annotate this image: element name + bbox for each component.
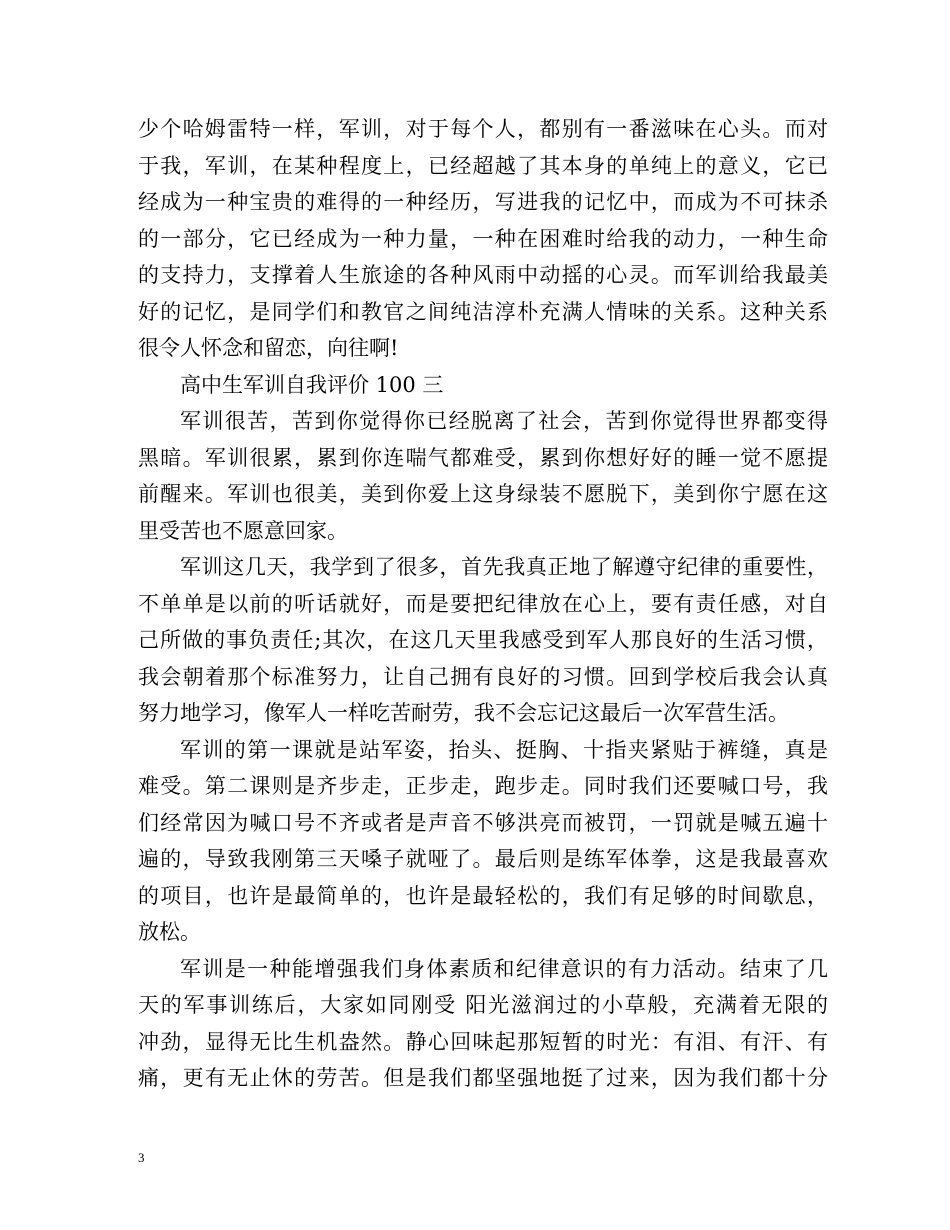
text-line: 军训是一种能增强我们身体素质和纪律意识的有力活动。结束了几 [180, 956, 828, 981]
text-line: 放松。 [138, 920, 201, 944]
text-line: 努力地学习，像军人一样吃苦耐劳，我不会忘记这最后一次军营生活。 [138, 701, 789, 725]
text-line: 痛，更有无止休的劳苦。但是我们都坚强地挺了过来，因为我们都十分 [138, 1066, 828, 1090]
text-line: 的项目，也许是最简单的，也许是最轻松的，我们有足够的时间歇息， [138, 883, 828, 908]
text-line: 我会朝着那个标准努力，让自己拥有良好的习惯。回到学校后我会认真 [138, 664, 828, 689]
text-line: 遍的，导致我刚第三天嗓子就哑了。最后则是练军体拳，这是我最喜欢 [138, 847, 828, 871]
text-line: 很令人怀念和留恋，向往啊! [138, 336, 399, 360]
text-line: 难受。第二课则是齐步走，正步走，跑步走。同时我们还要喊口号，我 [138, 774, 828, 798]
text-line: 前醒来。军训也很美，美到你爱上这身绿装不愿脱下，美到你宁愿在这 [138, 482, 828, 506]
text-line: 己所做的事负责任;其次，在这几天里我感受到军人那良好的生活习惯， [138, 628, 828, 652]
text-line: 高中生军训自我评价 100 三 [180, 372, 444, 397]
text-line: 的一部分，它已经成为一种力量，一种在困难时给我的动力，一种生命 [138, 226, 828, 251]
page-number: 3 [138, 1150, 145, 1165]
text-line: 们经常因为喊口号不齐或者是声音不够洪亮而被罚，一罚就是喊五遍十 [138, 810, 828, 835]
text-line: 好的记忆，是同学们和教官之间纯洁淳朴充满人情味的关系。这种关系 [138, 299, 828, 324]
text-line: 天的军事训练后，大家如同刚受 阳光滋润过的小草般，充满着无限的 [138, 993, 828, 1017]
text-line: 军训这几天，我学到了很多，首先我真正地了解遵守纪律的重要性， [180, 555, 828, 579]
text-line: 冲劲，显得无比生机盎然。静心回味起那短暂的时光：有泪、有汗、有 [138, 1029, 828, 1054]
text-line: 军训很苦，苦到你觉得你已经脱离了社会，苦到你觉得世界都变得 [180, 409, 828, 433]
body-text [138, 111, 828, 1097]
text-line: 黑暗。军训很累，累到你连喘气都难受，累到你想好好的睡一觉不愿提 [138, 445, 828, 470]
text-line: 的支持力，支撑着人生旅途的各种风雨中动摇的心灵。而军训给我最美 [138, 263, 828, 287]
text-line: 少个哈姆雷特一样，军训，对于每个人，都别有一番滋味在心头。而对 [138, 117, 828, 141]
text-line: 经成为一种宝贵的难得的一种经历，写进我的记忆中，而成为不可抹杀 [138, 190, 828, 214]
text-line: 军训的第一课就是站军姿，抬头、挺胸、十指夹紧贴于裤缝，真是 [180, 737, 828, 762]
text-line: 不单单是以前的听话就好，而是要把纪律放在心上，要有责任感，对自 [138, 591, 828, 616]
text-line: 于我，军训，在某种程度上，已经超越了其本身的单纯上的意义，它已 [138, 153, 828, 178]
text-line: 里受苦也不愿意回家。 [138, 518, 348, 543]
